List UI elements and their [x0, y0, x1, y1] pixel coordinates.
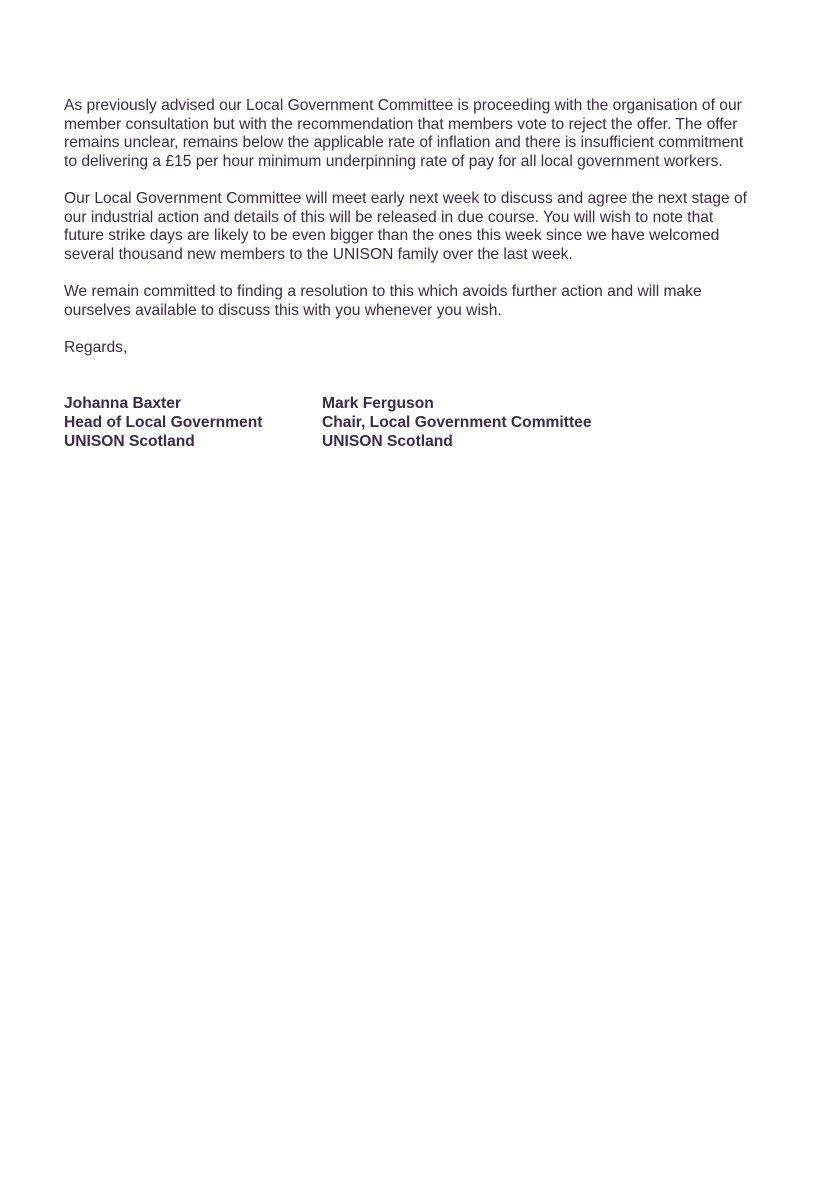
signatory-organisation: UNISON Scotland — [322, 432, 453, 450]
signatory-name: Johanna Baxter — [64, 395, 181, 413]
paragraph-resolution — [64, 283, 774, 320]
paragraph-line: Our Local Government Committee will meet early next week to discuss and agree the next stage of — [64, 189, 747, 207]
paragraph-line: We remain committed to finding a resolution to this which avoids further action and will make — [64, 282, 702, 300]
paragraph-consultation — [64, 97, 774, 171]
paragraph-industrial-action — [64, 190, 774, 264]
signatory-title: Head of Local Government — [64, 413, 263, 431]
letter-body — [64, 97, 774, 451]
signatory-right — [322, 395, 662, 451]
signatory-title: Chair, Local Government Committee — [322, 413, 592, 431]
paragraph-line: our industrial action and details of this will be released in due course. You will wish to note that — [64, 208, 714, 226]
paragraph-line: member consultation but with the recommendation that members vote to reject the offer. The offer — [64, 115, 738, 133]
paragraph-line: several thousand new members to the UNISON family over the last week. — [64, 245, 573, 263]
paragraph-line: ourselves available to discuss this with you whenever you wish. — [64, 301, 502, 319]
signatory-left — [64, 395, 322, 451]
closing-regards: Regards, — [64, 338, 128, 356]
paragraph-line: As previously advised our Local Government Committee is proceeding with the organisation of our — [64, 97, 742, 114]
signature-block — [64, 395, 774, 451]
paragraph-line: remains unclear, remains below the applicable rate of inflation and there is insufficient commitment — [64, 134, 744, 152]
signatory-organisation: UNISON Scotland — [64, 432, 195, 450]
paragraph-line: to delivering a £15 per hour minimum underpinning rate of pay for all local government workers. — [64, 152, 723, 170]
signatory-name: Mark Ferguson — [322, 395, 434, 413]
paragraph-line: future strike days are likely to be even bigger than the ones this week since we have welcomed — [64, 227, 720, 245]
